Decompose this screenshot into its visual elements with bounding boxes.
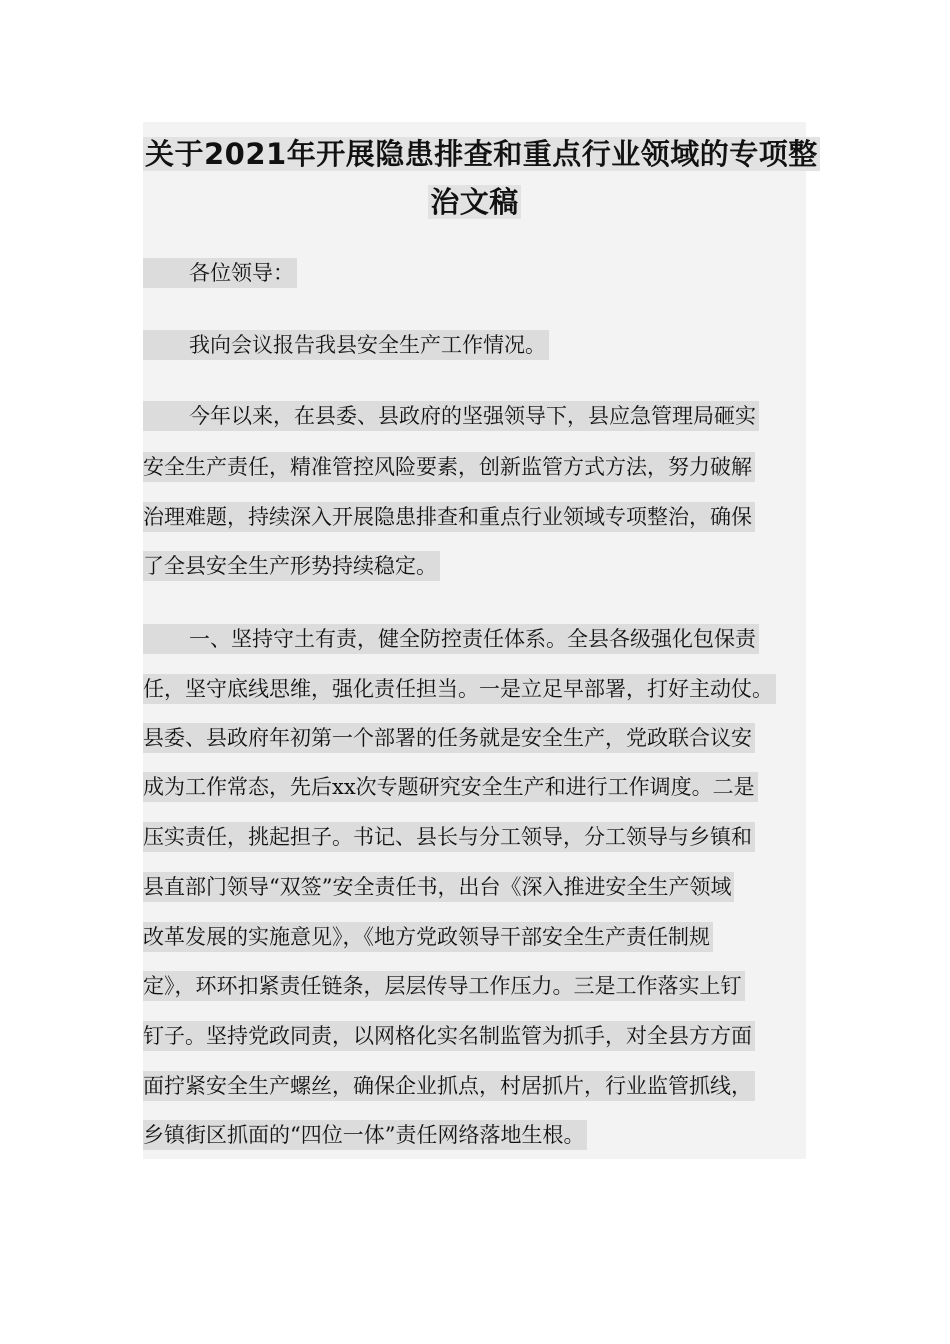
- paragraph-1-line: 了全县安全生产形势持续稳定。: [143, 551, 440, 581]
- paragraph-1-line: 安全生产责任，精准管控风险要素，创新监管方式方法，努力破解: [143, 452, 755, 482]
- paragraph-2-line: 县委、县政府年初第一个部署的任务就是安全生产，党政联合议安: [143, 723, 755, 753]
- paragraph-2-line: 县直部门领导“双签”安全责任书，出台《深入推进安全生产领域: [143, 872, 734, 902]
- paragraph-2-line: 改革发展的实施意见》，《地方党政领导干部安全生产责任制规: [143, 922, 713, 952]
- paragraph-2-line: 钉子。坚持党政同责，以网格化实名制监管为抓手，对全县方方面: [143, 1021, 755, 1051]
- paragraph-2-line: 一、坚持守土有责，健全防控责任体系。全县各级强化包保责: [143, 624, 759, 654]
- greeting: 各位领导：: [143, 258, 297, 288]
- paragraph-1-line: 今年以来，在县委、县政府的坚强领导下，县应急管理局砸实: [143, 401, 759, 431]
- paragraph-2-line: 成为工作常态，先后xx次专题研究安全生产和进行工作调度。二是: [143, 772, 758, 802]
- paragraph-2-line: 压实责任，挑起担子。书记、县长与分工领导，分工领导与乡镇和: [143, 822, 755, 852]
- paragraph-2-line: 任，坚守底线思维，强化责任担当。一是立足早部署，打好主动仗。: [143, 674, 776, 704]
- paragraph-2-line: 面拧紧安全生产螺丝，确保企业抓点，村居抓片，行业监管抓线，: [143, 1071, 755, 1101]
- intro-line: 我向会议报告我县安全生产工作情况。: [143, 330, 549, 360]
- document-title-line-1: 关于2021年开展隐患排查和重点行业领域的专项整: [145, 137, 818, 171]
- paragraph-1-line: 治理难题，持续深入开展隐患排查和重点行业领域专项整治，确保: [143, 502, 755, 532]
- paragraph-2-line: 定》，环环扣紧责任链条，层层传导工作压力。三是工作落实上钉: [143, 971, 745, 1001]
- paragraph-2-line: 乡镇街区抓面的“四位一体”责任网络落地生根。: [143, 1120, 587, 1150]
- document-title-line-2: 治文稿: [430, 185, 519, 219]
